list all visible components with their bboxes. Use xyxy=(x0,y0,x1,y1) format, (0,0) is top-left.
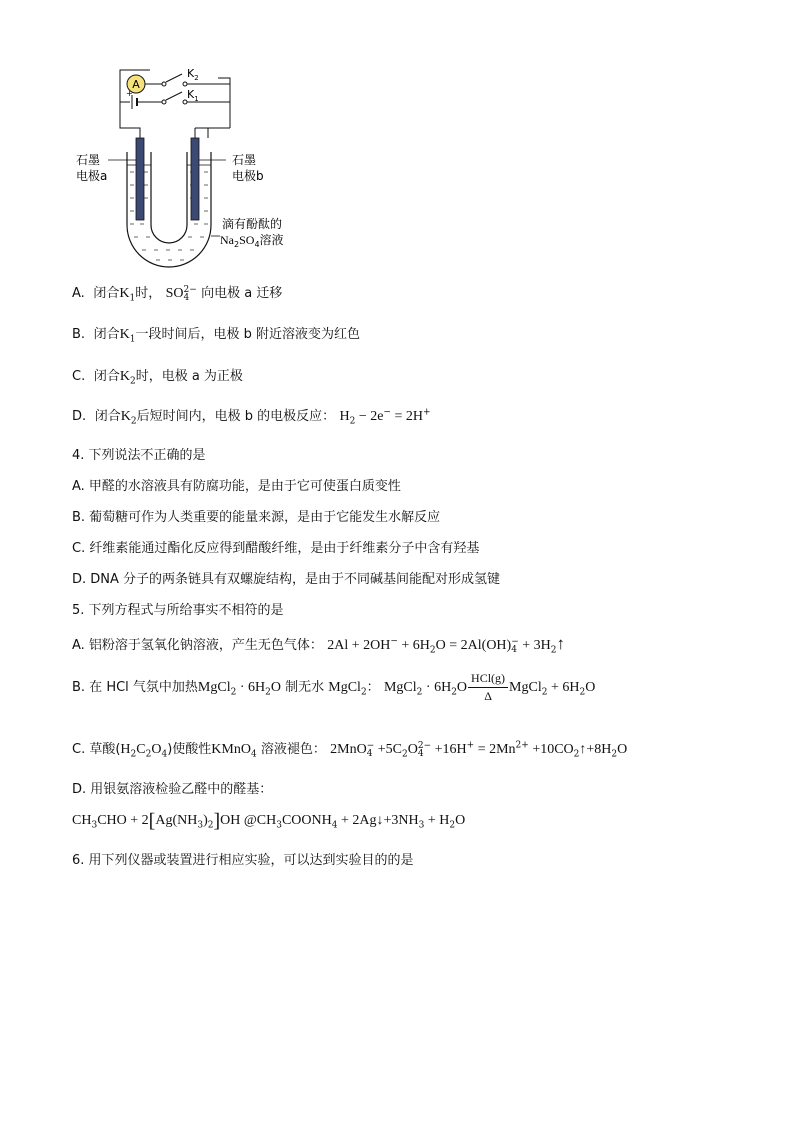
solution-label-line2: $Na_2SO_4$溶液 xyxy=(220,233,284,249)
u-tube-inner xyxy=(151,152,187,243)
ammeter-label: A xyxy=(132,78,140,91)
solution-label-line1: 滴有酚酞的 xyxy=(222,217,283,231)
electrode-b-label-line2: 电极b xyxy=(232,169,264,183)
graphite-electrode-a xyxy=(136,138,144,220)
q6-stem: 6. 用下列仪器或装置进行相应实验，可以达到实验目的的是 xyxy=(72,853,414,868)
q4-option-a: A. 甲醛的水溶液具有防腐功能，是由于它可使蛋白质变性 xyxy=(72,479,401,494)
wire-outer-right xyxy=(218,78,230,128)
q4-option-b: B. 葡萄糖可作为人类重要的能量来源，是由于它能发生水解反应 xyxy=(72,510,441,525)
graphite-electrode-b xyxy=(191,138,199,220)
switch-k2-label: $K_2$ xyxy=(187,67,199,82)
q3-option-c: C. 闭合$K_2$时，电极 a 为正极 xyxy=(72,369,243,387)
q3-option-a: A. 闭合$K_1$时， SO 2− 4 向电极 a 迁移 xyxy=(72,284,283,304)
battery-plus-sign: + xyxy=(126,89,133,98)
electrolysis-apparatus-diagram xyxy=(70,60,310,270)
electrode-a-label-line1: 石墨 xyxy=(76,153,101,167)
switch-k2-blade xyxy=(166,74,182,82)
q5-stem: 5. 下列方程式与所给事实不相符的是 xyxy=(72,603,284,618)
q4-stem: 4. 下列说法不正确的是 xyxy=(72,448,206,463)
switch-k1-label: $K_1$ xyxy=(187,88,199,103)
q4-option-d: D. DNA 分子的两条链具有双螺旋结构，是由于不同碱基间能配对形成氢键 xyxy=(72,572,501,587)
q5-option-d-equation: $CH_3CHO + 2[Ag(NH_3)_2]OH$ $@CH_3COONH_4$ + $2Ag↓+3NH_3 + H_2O$ xyxy=(72,810,466,832)
electrode-b-label-line1: 石墨 xyxy=(232,153,257,167)
q5-option-d: D. 用银氨溶液检验乙醛中的醛基： xyxy=(72,782,273,797)
q5-option-a: A. 铝粉溶于氢氧化钠溶液，产生无色气体： $2Al + 2OH^- + 6H_2O = 2Al(OH)$ − 4 + $3H_2↑$ xyxy=(72,634,566,656)
q5-option-c: C. 草酸$(H_2C_2O_4)$使酸性KMnO$_4$ 溶液褪色： 2MnO − 4 $+5C_2O$ 2− 4 $+16H^+ = 2Mn^{2+}$ $+10CO_2↑+8H_2O$ xyxy=(72,740,628,760)
switch-k1-pivot-icon xyxy=(162,100,166,104)
q5-option-b: B. 在 HCl 气氛中加热MgCl$_2$ · $6H_2O$ 制无水 MgCl$_2$： MgCl$_2$ · $6H_2O$ $\frac{\text{HCl(g)}}{\Delta}$ MgCl$_2$ + $6H_2O$ xyxy=(72,671,596,703)
switch-k1-blade xyxy=(166,92,182,100)
q3-option-d: D. 闭合$K_2$后短时间内，电极 b 的电极反应： $H_2 - 2e^- = 2H^+$ xyxy=(72,407,431,427)
switch-k2-contact-icon xyxy=(183,82,187,86)
q4-option-c: C. 纤维素能通过酯化反应得到醋酸纤维，是由于纤维素分子中含有羟基 xyxy=(72,541,480,556)
switch-k2-pivot-icon xyxy=(162,82,166,86)
reaction-condition: $\frac{\text{HCl(g)}}{\Delta}$ xyxy=(468,671,508,704)
electrode-a-label-line2: 电极a xyxy=(76,169,108,183)
q3-option-b: B. 闭合$K_1$一段时间后，电极 b 附近溶液变为红色 xyxy=(72,327,361,345)
